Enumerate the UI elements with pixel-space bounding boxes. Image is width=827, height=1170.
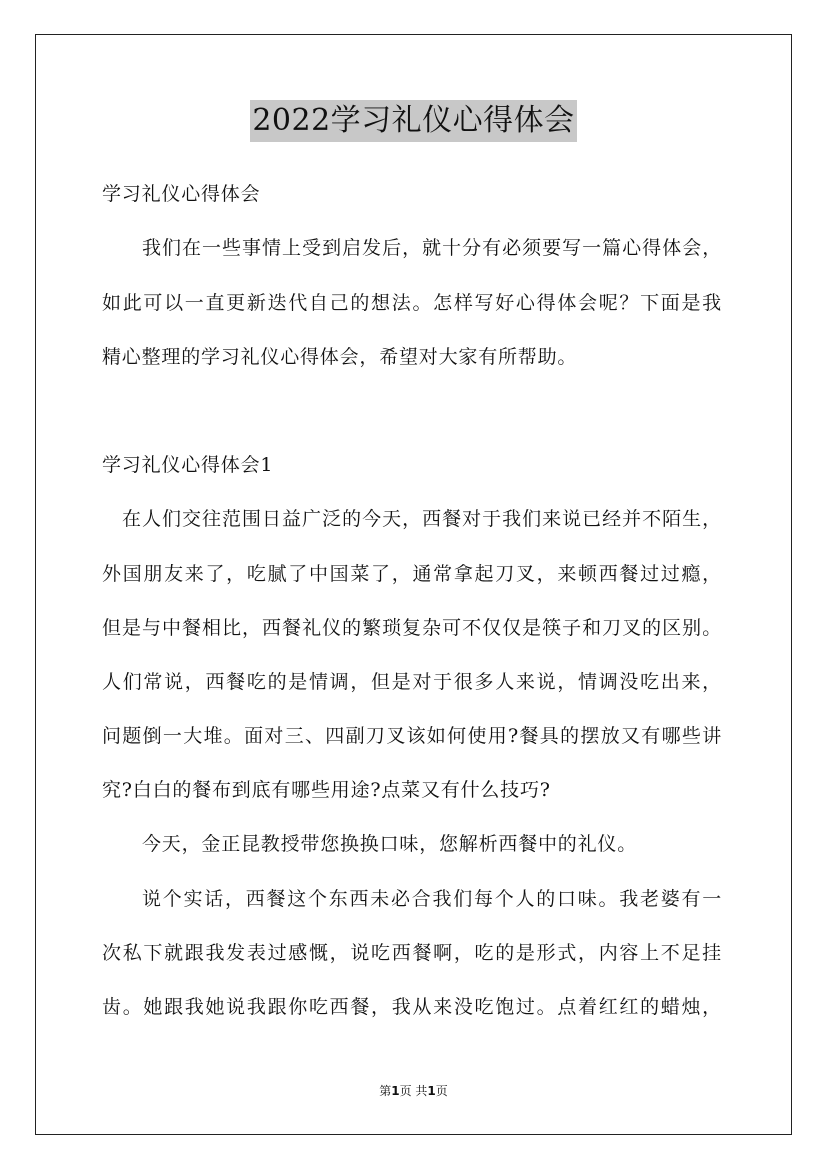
page-footer [0, 1083, 827, 1099]
footer-prefix: 第 [379, 1084, 392, 1098]
footer-page-total: 1 [427, 1084, 436, 1098]
paragraph-line: 但是与中餐相比，西餐礼仪的繁琐复杂可不仅仅是筷子和刀叉的区别。 [102, 617, 722, 639]
section-heading-1: 学习礼仪心得体会1 [102, 454, 274, 476]
section-heading-intro: 学习礼仪心得体会 [102, 183, 261, 205]
paragraph-line: 在人们交往范围日益广泛的今天，西餐对于我们来说已经并不陌生， [122, 508, 722, 530]
paragraph-line: 外国朋友来了，吃腻了中国菜了，通常拿起刀叉，来顿西餐过过瘾， [102, 563, 722, 585]
footer-middle: 页 共 [399, 1084, 428, 1098]
paragraph-line: 说个实话，西餐这个东西未必合我们每个人的口味。我老婆有一 [142, 888, 722, 910]
document-title: 2022学习礼仪心得体会 [250, 100, 576, 142]
paragraph-line: 人们常说，西餐吃的是情调，但是对于很多人来说，情调没吃出来， [102, 671, 722, 693]
intro-line: 我们在一些事情上受到启发后，就十分有必须要写一篇心得体会， [142, 237, 722, 259]
paragraph-line: 次私下就跟我发表过感慨，说吃西餐啊，吃的是形式，内容上不足挂 [102, 942, 722, 964]
paragraph-line: 齿。她跟我她说我跟你吃西餐，我从来没吃饱过。点着红红的蜡烛， [102, 996, 722, 1018]
footer-page-number: 1 [391, 1084, 400, 1098]
title-container [0, 100, 827, 142]
intro-line: 如此可以一直更新迭代自己的想法。怎样写好心得体会呢？下面是我 [102, 292, 722, 314]
footer-suffix: 页 [435, 1084, 448, 1098]
paragraph-line: 问题倒一大堆。面对三、四副刀叉该如何使用?餐具的摆放又有哪些讲 [102, 725, 722, 747]
paragraph-line: 究?白白的餐布到底有哪些用途?点菜又有什么技巧? [102, 779, 551, 801]
paragraph-line: 今天，金正昆教授带您换换口味，您解析西餐中的礼仪。 [142, 833, 638, 855]
intro-line: 精心整理的学习礼仪心得体会，希望对大家有所帮助。 [102, 346, 578, 368]
